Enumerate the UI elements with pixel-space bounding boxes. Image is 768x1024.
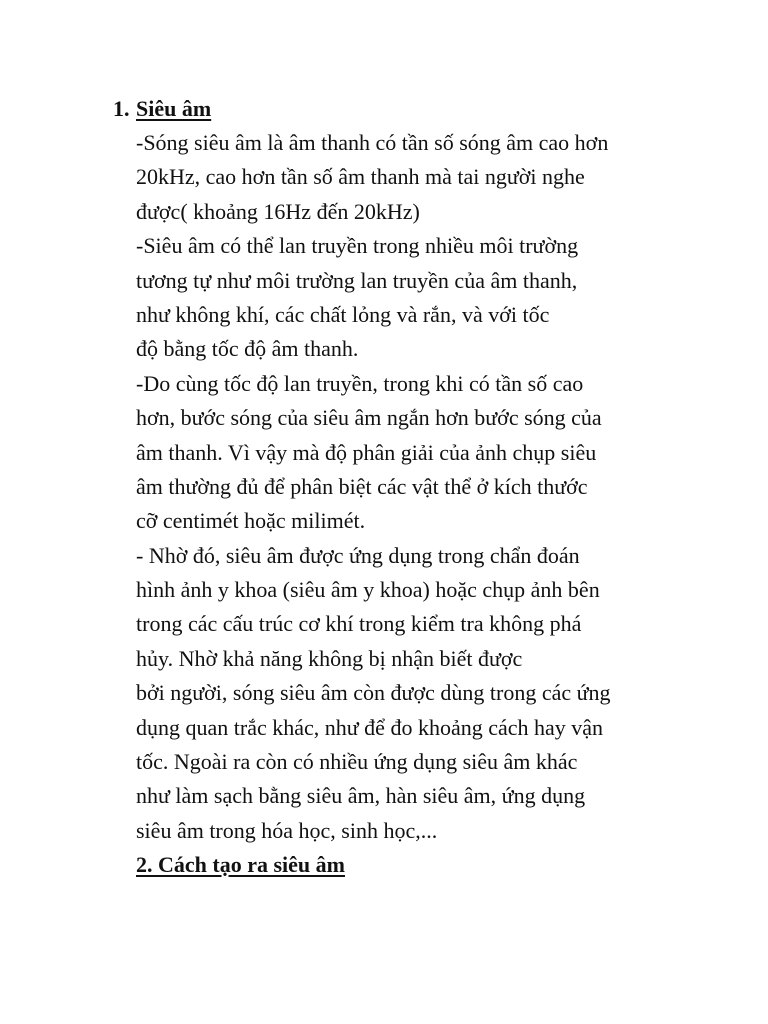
text-line: -Siêu âm có thể lan truyền trong nhiều môi trường: [136, 233, 579, 259]
section-1-body: [136, 126, 696, 883]
text-line: hủy. Nhờ khả năng không bị nhận biết được: [136, 645, 523, 671]
section-2-heading: 2. Cách tạo ra siêu âm: [136, 852, 345, 878]
text-line: như không khí, các chất lỏng và rắn, và với tốc: [136, 301, 550, 327]
text-line: như làm sạch bằng siêu âm, hàn siêu âm, ứng dụng: [136, 783, 586, 809]
text-line: trong các cấu trúc cơ khí trong kiểm tra không phá: [136, 611, 582, 637]
text-line: độ bằng tốc độ âm thanh.: [136, 336, 359, 362]
text-line: hình ảnh y khoa (siêu âm y khoa) hoặc chụp ảnh bên: [136, 577, 600, 603]
text-line: dụng quan trắc khác, như để đo khoảng cách hay vận: [136, 714, 604, 740]
text-line: hơn, bước sóng của siêu âm ngắn hơn bước sóng của: [136, 405, 602, 431]
text-line: -Sóng siêu âm là âm thanh có tần số sóng âm cao hơn: [136, 130, 609, 155]
text-line: tốc. Ngoài ra còn có nhiều ứng dụng siêu âm khác: [136, 749, 578, 775]
text-line: tương tự như môi trường lan truyền của âm thanh,: [136, 267, 578, 293]
text-line: cỡ centimét hoặc milimét.: [136, 508, 366, 534]
text-line: siêu âm trong hóa học, sinh học,...: [136, 817, 438, 843]
text-line: âm thanh. Vì vậy mà độ phân giải của ảnh chụp siêu: [136, 439, 597, 465]
text-line: -Do cùng tốc độ lan truyền, trong khi có tần số cao: [136, 370, 584, 396]
text-line: 20kHz, cao hơn tần số âm thanh mà tai người nghe: [136, 164, 585, 190]
text-line: được( khoảng 16Hz đến 20kHz): [136, 198, 420, 224]
section-1-number: 1.: [113, 96, 130, 121]
text-line: âm thường đủ để phân biệt các vật thể ở kích thước: [136, 473, 588, 499]
text-line: bởi người, sóng siêu âm còn được dùng trong các ứng: [136, 680, 611, 706]
section-1-title: Siêu âm: [136, 96, 212, 121]
text-line: - Nhờ đó, siêu âm được ứng dụng trong chẩn đoán: [136, 542, 580, 568]
section-1-heading: [113, 94, 211, 124]
